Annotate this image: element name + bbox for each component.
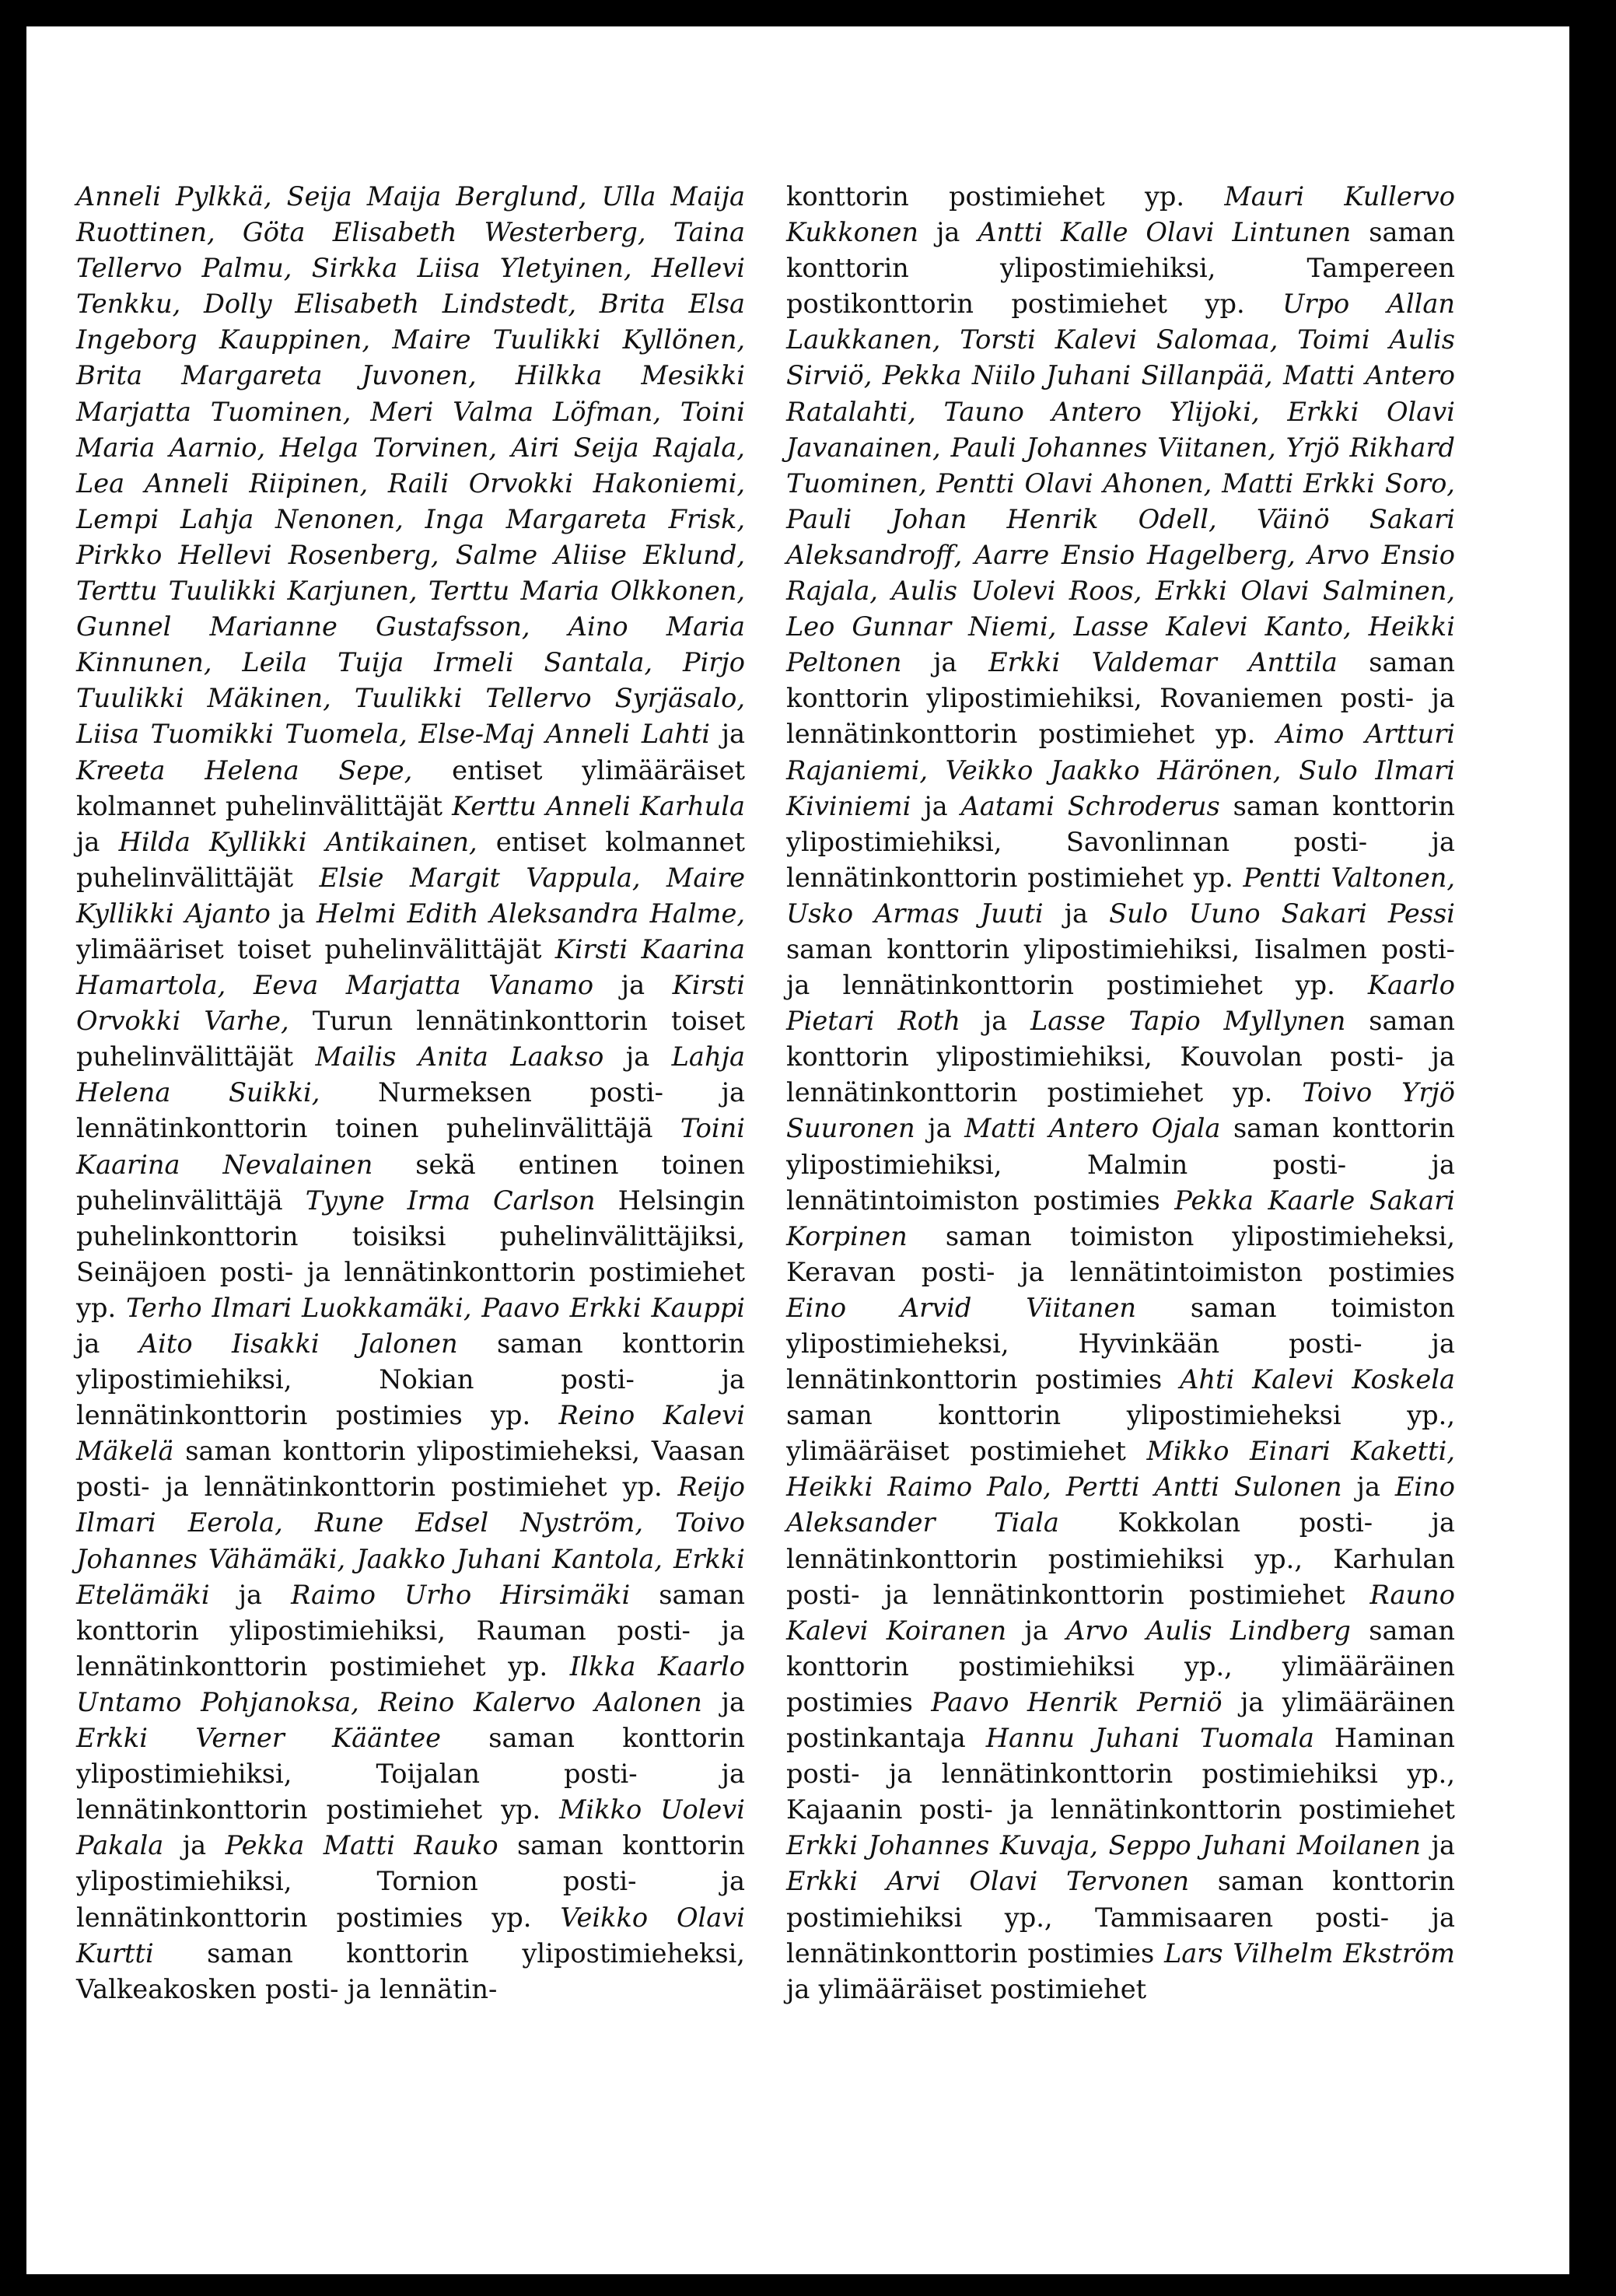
text-run: saman konttorin ylipostimiehiksi, Savonlinnan posti- ja lennätinkonttorin postimiehet yp. (786, 790, 1456, 893)
name-run: Tyyne Irma Carlson (305, 1185, 596, 1216)
text-run: ja (1341, 1472, 1395, 1503)
text-column-right (786, 179, 1455, 2007)
name-run: Urpo Allan Laukkanen, Torsti Kalevi Salomaa, Toimi Aulis Sirviö, Pekka Niilo Juhani Sillanpää, Matti Antero Ratalahti, Tauno Antero Ylijoki, Erkki Olavi Javanainen, Pauli Johannes Viitanen, Yrjö Rikhard Tuominen, Pentti Olavi Ahonen, Matti Erkki Soro, Pauli Johan Henrik Odell, Väinö Sakari Aleksandroff, Aarre Ensio Hagelberg, Arvo Ensio Rajala, Aulis Uolevi Roos, Erkki Olavi Salminen, Leo Gunnar Niemi, Lasse Kalevi Kanto, Heikki Peltonen (786, 289, 1455, 678)
name-run: Ahti Kalevi Koskela (1180, 1364, 1455, 1395)
text-run: ja (710, 719, 746, 750)
text-run: Nurmeksen posti- ja lennätinkonttorin toinen puhelinvälittäjä (76, 1077, 745, 1144)
name-run: Aimo Artturi Rajaniemi, Veikko Jaakko Härönen, Sulo Ilmari Kiviniemi (786, 719, 1455, 821)
text-run: ja (163, 1830, 226, 1861)
text-run: saman konttorin ylipostimiehiksi, Tornion posti- ja lennätinkonttorin postimies yp. (76, 1830, 745, 1933)
name-run: Sulo Uuno Sakari Pessi (1109, 898, 1455, 929)
text-run: saman konttorin ylipostimiehiksi, Nokian posti- ja lennätinkonttorin postimies yp. (76, 1328, 746, 1431)
text-run: ja (915, 1113, 965, 1144)
document-page (26, 26, 1571, 2274)
text-run: sekä entinen toinen puhelinvälittäjä (76, 1149, 745, 1216)
name-run: Arvo Aulis Lindberg (1066, 1615, 1351, 1646)
name-run: Kirsti Kaarina Hamartola, Eeva Marjatta Vanamo (76, 933, 745, 1001)
name-run: Mikko Uolevi Pakala (76, 1794, 745, 1861)
name-run: Veikko Olavi Kurtti (76, 1902, 745, 1969)
text-run: ja (270, 898, 317, 929)
text-run: saman konttorin ylipostimieheksi, Vaasan posti- ja lennätinkonttorin postimiehet yp. (76, 1436, 745, 1503)
name-run: Matti Antero Ojala (964, 1113, 1221, 1144)
name-run: Eino Aleksander Tiala (786, 1472, 1455, 1538)
name-run: Kerttu Anneli Karhula (452, 790, 745, 821)
name-run: Aito Iisakki Jalonen (138, 1328, 458, 1359)
name-run: Erkki Valdemar Anttila (988, 647, 1338, 678)
text-run: ja ylimääräinen postinkantaja (786, 1686, 1455, 1754)
text-run: entiset kolmannet puhelinvälittäjät (76, 826, 746, 893)
text-run: saman toimiston ylipostimieheksi, Hyvinkään posti- ja lennätinkonttorin postimies (786, 1292, 1455, 1395)
text-column-left (76, 179, 745, 2007)
name-run: Hannu Juhani Tuomala (985, 1723, 1314, 1754)
name-run: Pekka Kaarle Sakari Korpinen (786, 1185, 1455, 1251)
text-run: saman konttorin ylipostimiehiksi, Iisalmen posti- ja lennätinkonttorin postimiehet yp. (786, 933, 1455, 1001)
name-run: Helmi Edith Aleksandra Halme, (316, 898, 746, 929)
text-run: saman konttorin postimiehiksi yp., Tammisaaren posti- ja lennätinkonttorin postimies (786, 1866, 1455, 1969)
name-run: Ilkka Kaarlo Untamo Pohjanoksa, Reino Kalervo Aalonen (76, 1650, 745, 1717)
text-run: saman konttorin ylipostimiehiksi, Kouvolan posti- ja lennätinkonttorin postimiehet yp. (786, 1006, 1455, 1108)
name-run: Pentti Valtonen, Usko Armas Juuti (786, 862, 1455, 929)
name-run: Lars Vilhelm Ekström (1163, 1937, 1455, 1969)
text-run: saman konttorin ylipostimiehiksi, Rauman posti- ja lennätinkonttorin postimiehet yp. (76, 1579, 745, 1682)
text-run: saman konttorin ylipostimiehiksi, Tampereen postikonttorin postimiehet yp. (786, 217, 1455, 320)
text-run: ja (901, 647, 989, 678)
text-run: saman konttorin ylipostimiehiksi, Malmin posti- ja lennätintoimiston postimies (786, 1113, 1455, 1216)
name-run: Erkki Johannes Kuvaja, Seppo Juhani Moilanen (786, 1830, 1421, 1861)
name-run: Lasse Tapio Myllynen (1030, 1006, 1346, 1037)
text-run: Helsingin puhelinkonttorin toisiksi puhelinvälittäjiksi, Seinäjoen posti- ja lennätinkonttorin postimiehet yp. (76, 1185, 745, 1323)
text-run: ja (701, 1686, 745, 1717)
name-run: Anneli Pylkkä, Seija Maija Berglund, Ulla Maija Ruottinen, Göta Elisabeth Westerberg, Taina Tellervo Palmu, Sirkka Liisa Yletyinen, Hellevi Tenkku, Dolly Elisabeth Lindstedt, Brita Elsa Ingeborg Kauppinen, Maire Tuulikki Kyllönen, Brita Margareta Juvonen, Hilkka Mesikki Marjatta Tuominen, Meri Valma Löfman, Toini Maria Aarnio, Helga Torvinen, Airi Seija Rajala, Lea Anneli Riipinen, Raili Orvokki Hakoniemi, Lempi Lahja Nenonen, Inga Margareta Frisk, Pirkko Hellevi Rosenberg, Salme Aliise Eklund, Terttu Tuulikki Karjunen, Terttu Maria Olkkonen, Gunnel Marianne Gustafsson, Aino Maria Kinnunen, Leila Tuija Irmeli Santala, Pirjo Tuulikki Mäkinen, Tuulikki Tellervo Syrjäsalo, Liisa Tuomikki Tuomela, Else-Maj Anneli Lahti (76, 181, 745, 750)
text-run: saman konttorin ylipostimieheksi, Valkeakosken posti- ja lennätin- (76, 1937, 745, 2004)
name-run: Reino Kalevi Mäkelä (76, 1400, 745, 1467)
text-run: ja (593, 970, 673, 1001)
text-run: ja (1421, 1830, 1456, 1861)
text-run: ja (603, 1041, 672, 1073)
name-run: Aatami Schroderus (960, 790, 1220, 821)
text-run: saman konttorin ylipostimiehiksi, Toijalan posti- ja lennätinkonttorin postimiehet yp. (76, 1723, 746, 1825)
name-run: Elsie Margit Vappula, Maire Kyllikki Ajanto (76, 862, 745, 929)
name-run: Eino Arvid Viitanen (786, 1292, 1137, 1323)
text-run: Kokkolan posti- ja lennätinkonttorin postimiehiksi yp., Karhulan posti- ja lennätinkonttorin postimiehet (786, 1507, 1455, 1610)
name-run: Raimo Urho Hirsimäki (291, 1579, 631, 1610)
text-run: ja (76, 1328, 139, 1359)
text-run: ja (1006, 1615, 1067, 1646)
text-run: ja ylimääräiset postimiehet (786, 1973, 1147, 2004)
text-run: ylimääriset toiset puhelinvälittäjät (76, 933, 555, 964)
text-run: saman konttorin ylipostimiehiksi, Rovaniemen posti- ja lennätinkonttorin postimiehet yp. (786, 647, 1455, 750)
name-run: Toivo Yrjö Suuronen (786, 1077, 1456, 1144)
name-run: Erkki Verner Kääntee (76, 1723, 442, 1754)
name-run: Hilda Kyllikki Antikainen, (118, 826, 477, 857)
text-run: ja (76, 826, 119, 857)
name-run: Antti Kalle Olavi Lintunen (978, 217, 1352, 248)
text-run: entiset ylimääräiset kolmannet puhelinvälittäjät (76, 754, 745, 821)
text-run: ja (918, 217, 978, 248)
name-run: Mailis Anita Laakso (315, 1041, 604, 1073)
text-run: konttorin postimiehet yp. (786, 181, 1225, 212)
name-run: Terho Ilmari Luokkamäki, Paavo Erkki Kauppi (126, 1292, 745, 1323)
name-run: Pekka Matti Rauko (225, 1830, 498, 1861)
text-run: saman konttorin ylipostimieheksi yp., ylimääräiset postimiehet (786, 1400, 1455, 1467)
text-run: ja (1043, 898, 1110, 929)
name-run: Mikko Einari Kaketti, Heikki Raimo Palo, Pertti Antti Sulonen (786, 1436, 1455, 1503)
text-run: ja (911, 790, 961, 821)
name-run: Kirsti Orvokki Varhe, (76, 970, 745, 1037)
name-run: Toini Kaarina Nevalainen (76, 1113, 745, 1180)
name-run: Kreeta Helena Sepe, (76, 754, 413, 786)
name-run: Erkki Arvi Olavi Tervonen (786, 1866, 1190, 1897)
name-run: Reijo Ilmari Eerola, Rune Edsel Nyström, Toivo Johannes Vähämäki, Jaakko Juhani Kantola, Erkki Etelämäki (76, 1472, 745, 1610)
text-run: saman toimiston ylipostimieheksi, Keravan posti- ja lennätintoimiston postimies (786, 1220, 1455, 1287)
text-run: saman konttorin postimiehiksi yp., ylimääräinen postimies (786, 1615, 1455, 1717)
text-run: Haminan posti- ja lennätinkonttorin postimiehiksi yp., Kajaanin posti- ja lennätinkonttorin postimiehet (786, 1723, 1456, 1825)
text-run: ja (960, 1006, 1030, 1037)
text-run: Turun lennätinkonttorin toiset puhelinvälittäjät (76, 1006, 746, 1073)
name-run: Rauno Kalevi Koiranen (786, 1579, 1455, 1646)
scan-border (1569, 26, 1616, 2274)
name-run: Kaarlo Pietari Roth (786, 970, 1455, 1037)
text-run: ja (209, 1579, 292, 1610)
name-run: Lahja Helena Suikki, (76, 1041, 745, 1108)
name-run: Mauri Kullervo Kukkonen (786, 181, 1455, 248)
name-run: Paavo Henrik Perniö (931, 1686, 1222, 1717)
